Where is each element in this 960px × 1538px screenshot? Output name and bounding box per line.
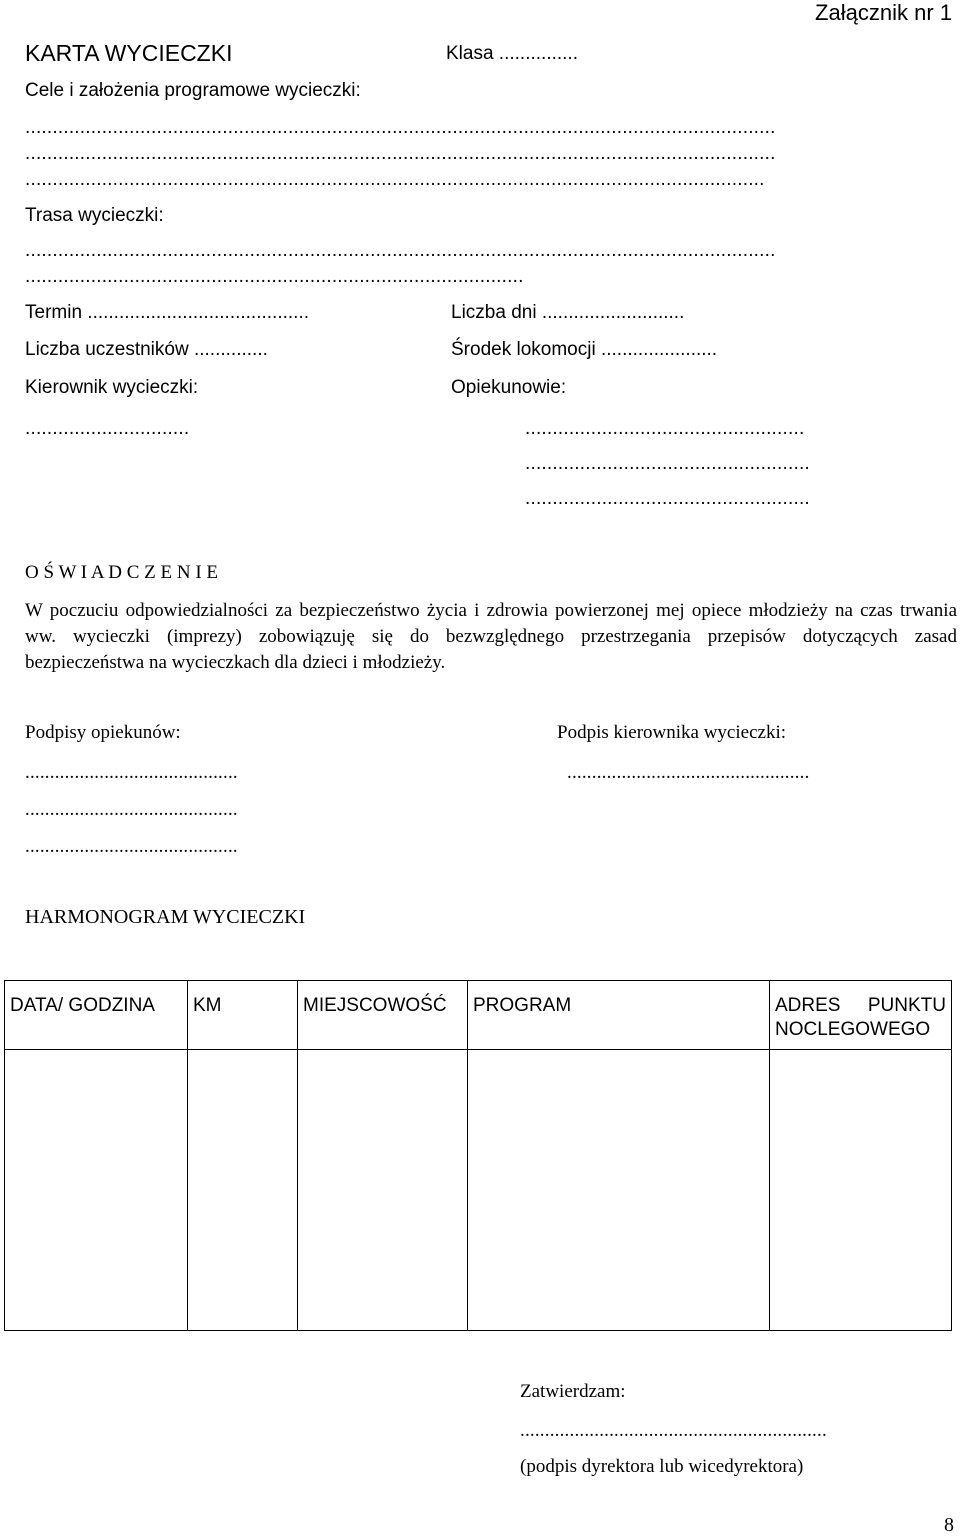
guardians-label: Opiekunowie: bbox=[451, 377, 567, 398]
header-place: MIEJSCOWOŚĆ bbox=[298, 981, 468, 1050]
leader-signature-line[interactable]: ................................................. bbox=[567, 762, 810, 783]
participants-field[interactable]: Liczba uczestników .............. bbox=[25, 339, 268, 360]
approval-caption: (podpis dyrektora lub wicedyrektora) bbox=[520, 1456, 804, 1477]
goals-line-3[interactable]: ....................................................................................................................................... bbox=[25, 169, 765, 190]
route-label: Trasa wycieczki: bbox=[25, 205, 164, 226]
approval-label: Zatwierdzam: bbox=[520, 1381, 626, 1402]
cell-km[interactable] bbox=[188, 1050, 298, 1331]
route-line-2[interactable]: ........................................................................................... bbox=[25, 266, 524, 287]
approval-line[interactable]: .............................................................. bbox=[520, 1420, 827, 1441]
cell-program[interactable] bbox=[468, 1050, 770, 1331]
guardian-line-1[interactable]: ................................................... bbox=[525, 418, 805, 439]
guardians-signatures-label: Podpisy opiekunów: bbox=[25, 722, 181, 743]
cell-lodging-address[interactable] bbox=[770, 1050, 952, 1331]
class-field[interactable]: Klasa ............... bbox=[446, 43, 578, 64]
header-date-time: DATA/ GODZINA bbox=[5, 981, 188, 1050]
term-field[interactable]: Termin .......................................... bbox=[25, 302, 309, 323]
header-lodging-address: ADRES PUNKTU NOCLEGOWEGO bbox=[770, 981, 952, 1050]
route-line-1[interactable]: ......................................................................................................................................... bbox=[25, 240, 776, 261]
cell-date-time[interactable] bbox=[5, 1050, 188, 1331]
transport-field[interactable]: Środek lokomocji ...................... bbox=[451, 339, 718, 360]
header-program: PROGRAM bbox=[468, 981, 770, 1050]
leader-signature-label: Podpis kierownika wycieczki: bbox=[557, 722, 787, 743]
schedule-table bbox=[4, 980, 952, 1331]
guardian-signature-line-3[interactable]: ........................................... bbox=[25, 836, 238, 857]
guardian-signature-line-1[interactable]: ........................................... bbox=[25, 762, 238, 783]
leader-line[interactable]: .............................. bbox=[25, 418, 190, 439]
guardian-signature-line-2[interactable]: ........................................... bbox=[25, 799, 238, 820]
goals-label: Cele i założenia programowe wycieczki: bbox=[25, 80, 361, 101]
days-field[interactable]: Liczba dni ........................... bbox=[451, 302, 685, 323]
guardian-line-3[interactable]: .................................................... bbox=[525, 488, 810, 509]
card-title: KARTA WYCIECZKI bbox=[25, 40, 233, 66]
attachment-label: Załącznik nr 1 bbox=[815, 0, 952, 25]
declaration-text: W poczuciu odpowiedzialności za bezpieczeństwo życia i zdrowia powierzonej mej opiece młodzieży na czas trwania ww. wycieczki (imprezy) zobowiązuję się do bezwzględnego przestrzegania przepisów dotyczących zasad bezpieczeństwa na wycieczkach dla dzieci i młodzieży. bbox=[25, 600, 957, 673]
schedule-title: HARMONOGRAM WYCIECZKI bbox=[25, 906, 306, 928]
guardian-line-2[interactable]: .................................................... bbox=[525, 453, 810, 474]
cell-place[interactable] bbox=[298, 1050, 468, 1331]
header-km: KM bbox=[188, 981, 298, 1050]
declaration-title: O Ś W I A D C Z E N I E bbox=[25, 562, 218, 583]
page-number: 8 bbox=[944, 1514, 954, 1536]
goals-line-2[interactable]: ......................................................................................................................................... bbox=[25, 143, 776, 164]
goals-line-1[interactable]: ......................................................................................................................................... bbox=[25, 117, 776, 138]
leader-label: Kierownik wycieczki: bbox=[25, 377, 199, 398]
